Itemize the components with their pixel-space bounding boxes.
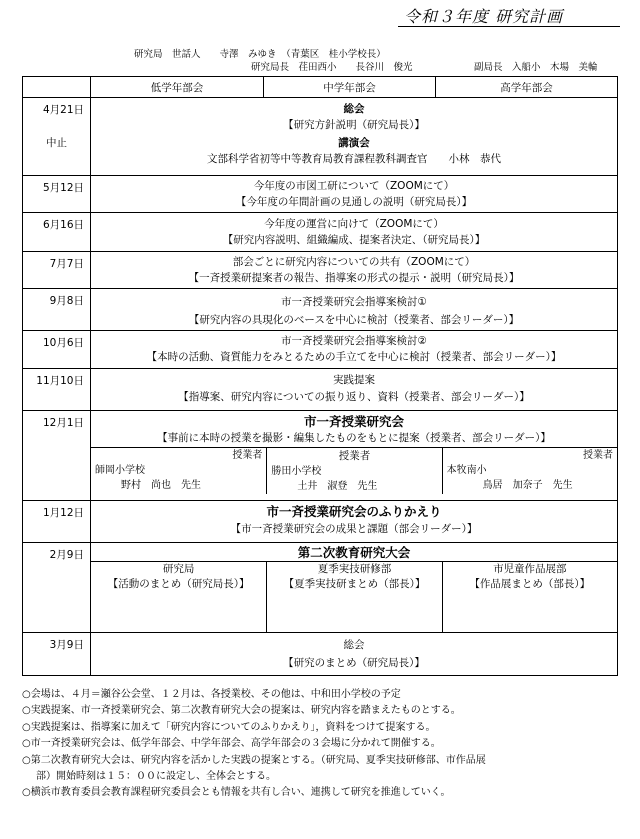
department-exhibition [442,562,617,632]
event-cell [91,331,618,369]
header-blank [23,77,91,98]
department-name: 市児童作品展部 [493,563,567,575]
date-label: 10月6日 [42,337,84,349]
event-cell [91,176,618,213]
date-cell [23,411,91,501]
school-name: 勝田小学校 [271,466,322,477]
event-cell [91,543,618,633]
event-cell [91,98,618,176]
event-title: 今年度の市図工研について（ZOOMにて） [253,180,455,192]
event-detail: 【研究内容の具現化のベースを中心に検討（授業者、部会リーダー）】 [188,314,520,326]
schedule-row [23,176,618,213]
note-item-continued: 部）開始時刻は１５：００に設定し、全体会とする。 [36,771,276,783]
schedule-row [23,252,618,289]
note-item: ○実践提案は、指導案に加えて「研究内容についてのふりかえり」，資料をつけて提案する。 [22,721,436,733]
note-item: ○市一斉授業研究会は、低学年部会、中学年部会、高学年部会の３会場に分かれて開催する。 [22,738,441,750]
schedule-row [23,213,618,252]
event-detail: 【事前に本時の授業を撮影・編集したものをもとに提案（授業者、部会リーダー）】 [157,432,551,444]
teacher-name: 鳥居 加奈子 先生 [482,480,573,491]
date-label: 9月8日 [49,295,84,307]
header-mid: 中学年部会 [264,77,436,98]
event-detail: 文部科学省初等中等教育局教育課程教科調査官 小林 恭代 [207,153,501,165]
event-detail: 【一斉授業研提案者の報告、指導案の形式の提示・説明（研究局長）】 [188,272,520,284]
schedule-row [23,369,618,411]
title-underline [398,26,620,27]
department-summer [266,562,441,632]
event-title: 総会 [343,639,365,651]
teacher-name: 野村 尚也 先生 [121,480,201,491]
event-detail: 【指導案、研究内容についての振り返り、資料（授業者、部会リーダー）】 [178,391,530,403]
event-title: 市一斉授業研究会指導案検討② [281,335,427,347]
department-grid [91,561,617,632]
date-label: 7月7日 [49,258,84,270]
schedule-row [23,501,618,543]
event-title: 今年度の運営に向けて（ZOOMにて） [264,218,444,230]
date-cell [23,633,91,676]
date-cell [23,252,91,289]
schedule-row [23,98,618,176]
date-label: 2月9日 [49,549,84,561]
department-task: 【活動のまとめ（研究局長）】 [107,578,250,590]
event-detail: 【研究方針説明（研究局長）】 [283,119,425,131]
event-title: 第二次教育研究大会 [297,545,411,560]
event-title: 市一斉授業研究会のふりかえり [266,504,442,519]
schedule-row [23,331,618,369]
role-label: 授業者 [582,450,613,461]
department-name: 夏季実技研修部 [317,563,392,575]
role-label: 授業者 [338,450,371,462]
cancelled-label: 中止 [46,137,67,149]
event-title: 総会 [343,103,365,115]
event-cell [91,213,618,252]
header-high: 高学年部会 [436,77,618,98]
event-title: 実践提案 [333,374,375,386]
header-low: 低学年部会 [91,77,264,98]
staff-line-2b: 副局長 入船小 木場 美輪 [474,62,598,73]
presenter-low [91,448,266,494]
event-detail: 【研究のまとめ（研究局長）】 [283,657,425,669]
date-cell [23,331,91,369]
event-title: 市一斉授業研究会 [303,414,404,429]
note-item: ○第二次教育研究大会は、研究内容を活かした実践の提案とする。（研究局、夏季実技研修部、市作品展 [22,754,486,766]
event-title: 市一斉授業研究会指導案検討① [281,296,427,308]
event-cell [91,289,618,331]
department-task: 【作品展まとめ（部長）】 [469,578,591,590]
event-detail: 【今年度の年間計画の見通しの説明（研究局長）】 [235,196,473,208]
presenter-high [442,448,617,494]
department-name: 研究局 [162,563,195,575]
school-name: 本牧南小 [446,465,487,476]
date-cell [23,213,91,252]
date-cell [23,289,91,331]
note-item: ○実践提案、市一斉授業研究会、第二次教育研究大会の提案は、研究内容を踏まえたものとする。 [22,705,461,717]
date-cell [23,369,91,411]
presenter-grid [91,447,617,494]
event-detail: 【市一斉授業研究会の成果と課題（部会リーダー）】 [230,523,478,535]
date-label: 12月1日 [42,417,84,429]
date-label: 6月16日 [42,219,84,231]
page-title: 令和３年度 研究計画 [404,7,564,26]
date-cell [23,98,91,176]
event-detail: 【研究内容説明、組織編成、提案者決定、（研究局長）】 [222,234,486,246]
event-cell [91,501,618,543]
presenter-mid [266,448,441,494]
event-cell [91,252,618,289]
event-detail: 【本時の活動、資質能力をみとるための手立てを中心に検討（授業者、部会リーダー）】 [146,351,562,363]
event-title: 講演会 [338,137,370,149]
department-research [91,562,266,632]
event-cell [91,411,618,501]
note-item: ○横浜市教育委員会教育課程研究委員会とも情報を共有し合い、連携して研究を推進していく。 [22,787,451,799]
teacher-name: 土井 淑登 先生 [297,481,378,492]
schedule-row [23,289,618,331]
header-row [23,77,618,98]
date-cell [23,501,91,543]
notes-section [22,687,627,802]
date-cell [23,543,91,633]
schedule-row [23,543,618,633]
event-title: 部会ごとに研究内容についての共有（ZOOMにて） [232,256,476,268]
department-task: 【夏季実技研まとめ（部長）】 [283,578,426,590]
date-label: 5月12日 [42,182,84,194]
staff-line-2a: 研究局長 荏田西小 長谷川 俊光 [251,62,413,73]
date-cell [23,176,91,213]
schedule-table [22,76,618,676]
event-cell [91,369,618,411]
school-name: 師岡小学校 [95,465,145,476]
schedule-row [23,411,618,501]
note-item: ○会場は、４月＝瀬谷公会堂、１２月は、各授業校、その他は、中和田小学校の予定 [22,689,401,700]
date-label: 4月21日 [42,104,84,116]
role-label: 授業者 [232,450,263,461]
date-label: 3月9日 [49,639,84,651]
date-label: 1月12日 [42,507,84,519]
date-label: 11月10日 [36,375,84,387]
staff-line-1: 研究局 世話人 寺澤 みゆき （青葉区 桂小学校長） [134,49,386,60]
schedule-row [23,633,618,676]
event-cell [91,633,618,676]
